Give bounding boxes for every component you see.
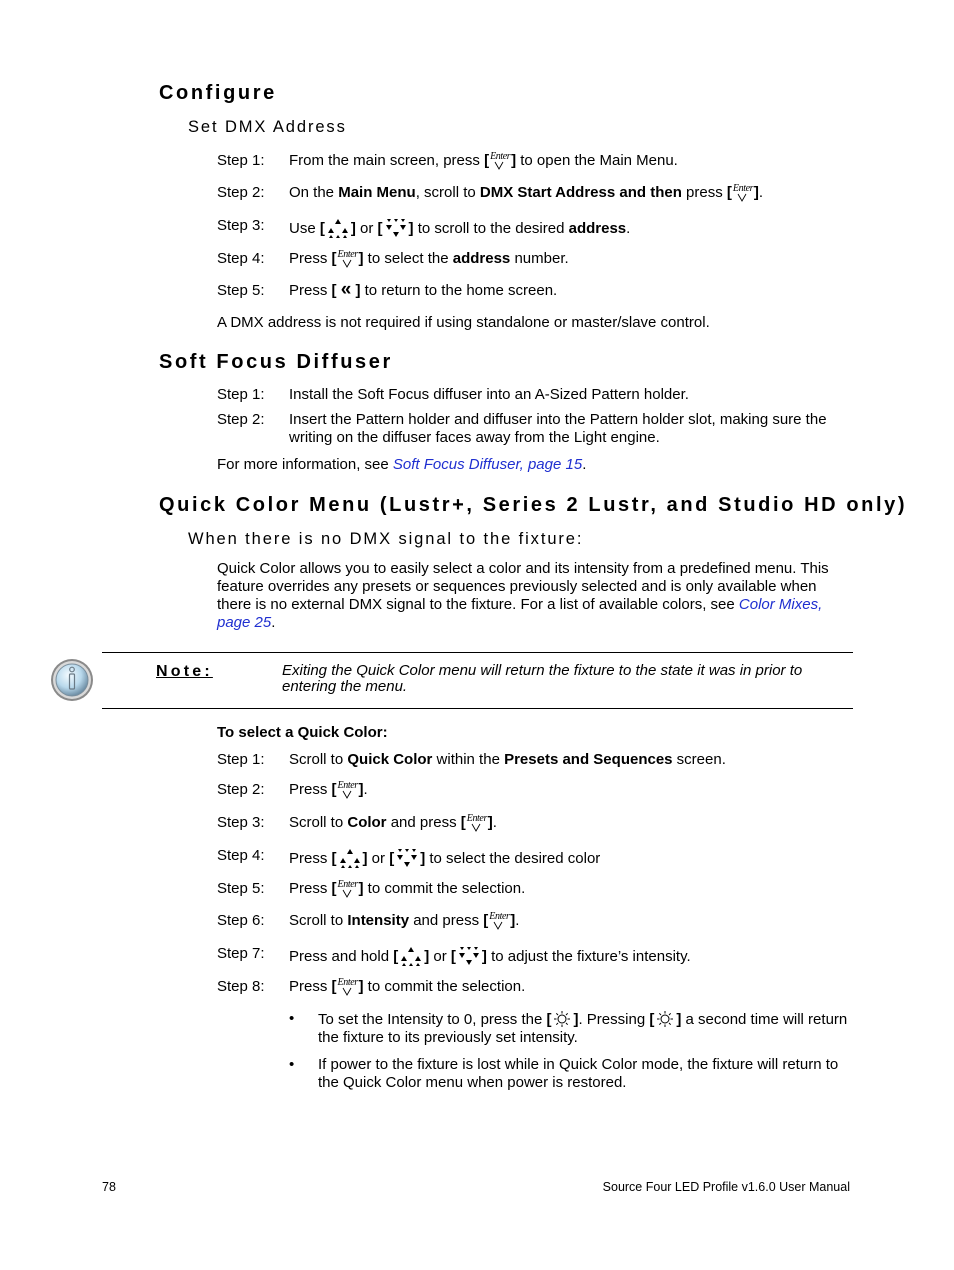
step-text: Use [ ] or [ ] to scroll to the desired address. [289,217,630,239]
enter-key-icon: Enter [337,781,359,799]
bullet-marker: • [289,1010,295,1027]
enter-key-icon: Enter [337,880,359,898]
up-arrow-key-icon [337,847,363,869]
step-text: Press [ Enter ] to select the address number. [289,249,569,267]
note-text: Exiting the Quick Color menu will return the fixture to the state it was in prior to entering the menu. [282,662,803,695]
step-label: Step 5: [217,282,265,299]
step-label: Step 5: [217,880,265,897]
procedure-title: To select a Quick Color: [217,724,388,741]
paragraph-more-info: For more information, see Soft Focus Diffuser, page 15. [217,456,587,473]
paragraph-dmx-note: A DMX address is not required if using standalone or master/slave control. [217,314,710,331]
enter-key-icon: Enter [337,250,359,268]
enter-key-icon: Enter [337,978,359,996]
step-label: Step 2: [217,411,265,428]
note-top-rule [102,652,853,653]
step-label: Step 1: [217,152,265,169]
section-title-soft-focus: Soft Focus Diffuser [159,351,393,373]
document-title: Source Four LED Profile v1.6.0 User Manual [602,1180,850,1194]
step-text: Press [ ] or [ ] to select the desired color [289,847,600,869]
step-label: Step 2: [217,184,265,201]
section-title-configure: Configure [159,82,277,104]
step-text: Insert the Pattern holder and diffuser into the Pattern holder slot, making sure the writing on the diffuser faces away from the Light engine. [289,411,827,446]
enter-key-icon: Enter [466,814,488,832]
up-arrow-key-icon [398,945,424,967]
up-arrow-key-icon [325,217,351,239]
step-label: Step 2: [217,781,265,798]
step-label: Step 1: [217,751,265,768]
step-label: Step 7: [217,945,265,962]
note-label: Note: [156,663,213,680]
step-text: Press [ Enter ]. [289,780,368,798]
step-text: Scroll to Intensity and press [ Enter ]. [289,911,520,929]
bullet-marker: • [289,1056,295,1073]
note-info-icon [49,657,95,703]
section-title-quick-color: Quick Color Menu (Lustr+, Series 2 Lustr, and Studio HD only) [159,494,908,516]
step-label: Step 6: [217,912,265,929]
step-text: From the main screen, press [ Enter ] to open the Main Menu. [289,151,678,169]
step-text: Press [ Enter ] to commit the selection. [289,879,526,897]
step-label: Step 8: [217,978,265,995]
back-key-icon: « [340,279,352,300]
note-bottom-rule [102,708,853,709]
bullet-text: If power to the fixture is lost while in Quick Color mode, the fixture will return to the Quick Color menu when power is restored. [318,1056,839,1091]
page-number: 78 [102,1180,116,1194]
step-label: Step 3: [217,814,265,831]
intensity-key-icon [551,1010,573,1028]
step-text: Install the Soft Focus diffuser into an A-Sized Pattern holder. [289,386,689,403]
step-text: On the Main Menu, scroll to DMX Start Address and then press [ Enter ]. [289,183,764,201]
down-arrow-key-icon [383,217,409,239]
step-text: Press and hold [ ] or [ ] to adjust the fixture’s intensity. [289,945,691,967]
step-label: Step 4: [217,250,265,267]
intensity-key-icon [654,1010,676,1028]
paragraph-quick-color-intro: Quick Color allows you to easily select a color and its intensity from a predefined menu. This feature overrides any presets or sequences previously selected and is only available when there is no external DMX signal to the fixture. For a list of available colors, see Color Mixes, page 25. [217,560,829,631]
step-label: Step 4: [217,847,265,864]
enter-key-icon: Enter [732,184,754,202]
link-soft-focus-diffuser[interactable]: Soft Focus Diffuser, page 15 [392,456,583,473]
step-text: Scroll to Color and press [ Enter ]. [289,813,497,831]
enter-key-icon: Enter [488,912,510,930]
step-label: Step 3: [217,217,265,234]
bullet-text: To set the Intensity to 0, press the [ ]. Pressing [ ] a second time will return the fixture to its previously set intensity. [318,1011,848,1046]
subsection-title-set-dmx-address: Set DMX Address [188,118,347,136]
down-arrow-key-icon [456,945,482,967]
down-arrow-key-icon [394,847,420,869]
step-text: Scroll to Quick Color within the Presets and Sequences screen. [289,751,726,768]
step-text: Press [ Enter ] to commit the selection. [289,977,526,995]
enter-key-icon: Enter [489,152,511,170]
step-text: Press [ « ] to return to the home screen. [289,279,558,300]
link-color-mixes[interactable]: Color Mixes, page 25 [217,596,823,631]
step-label: Step 1: [217,386,265,403]
subsection-title-no-dmx: When there is no DMX signal to the fixture: [188,530,584,548]
